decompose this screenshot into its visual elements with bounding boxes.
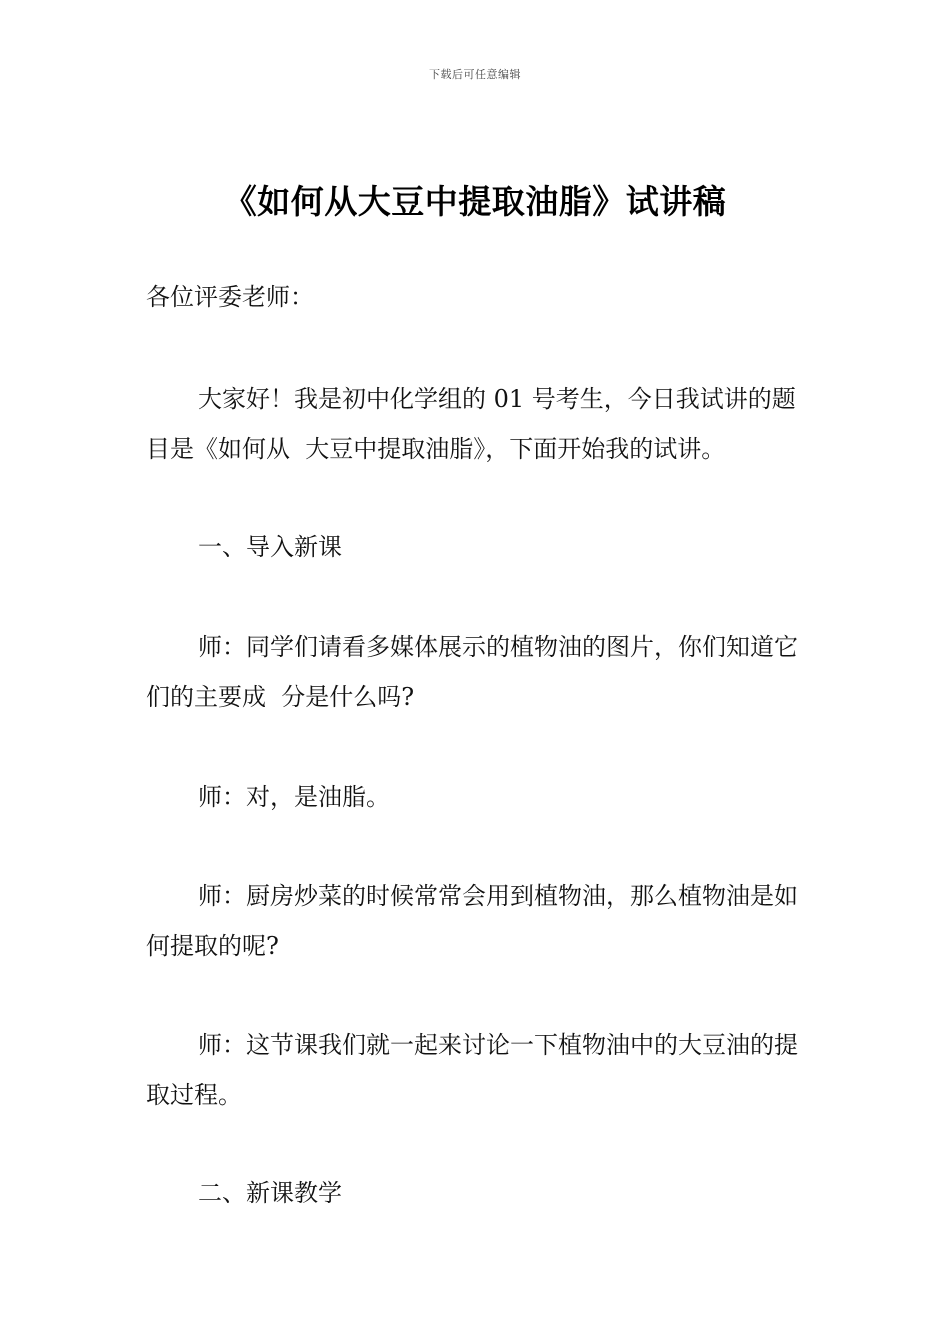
paragraph-greeting: 大家好！我是初中化学组的 01 号考生，今日我试讲的题目是《如何从 大豆中提取油脂》，下面开始我的试讲。	[146, 385, 796, 463]
section-heading-intro: 一、导入新课	[198, 533, 342, 561]
document-title: 《如何从大豆中提取油脂》试讲稿	[223, 182, 727, 221]
paragraph-teacher-topic: 师：这节课我们就一起来讨论一下植物油中的大豆油的提取过程。	[146, 1031, 798, 1109]
paragraph-teacher-kitchen: 师：厨房炒菜的时候常常会用到植物油，那么植物油是如何提取的呢?	[146, 882, 798, 960]
paragraph-teacher-question: 师：同学们请看多媒体展示的植物油的图片，你们知道它们的主要成 分是什么吗?	[146, 633, 798, 711]
paragraph-teacher-answer: 师：对，是油脂。	[198, 783, 390, 811]
section-heading-new-lesson: 二、新课教学	[198, 1179, 342, 1207]
page-header-note: 下载后可任意编辑	[429, 68, 521, 81]
salutation: 各位评委老师：	[146, 283, 314, 311]
